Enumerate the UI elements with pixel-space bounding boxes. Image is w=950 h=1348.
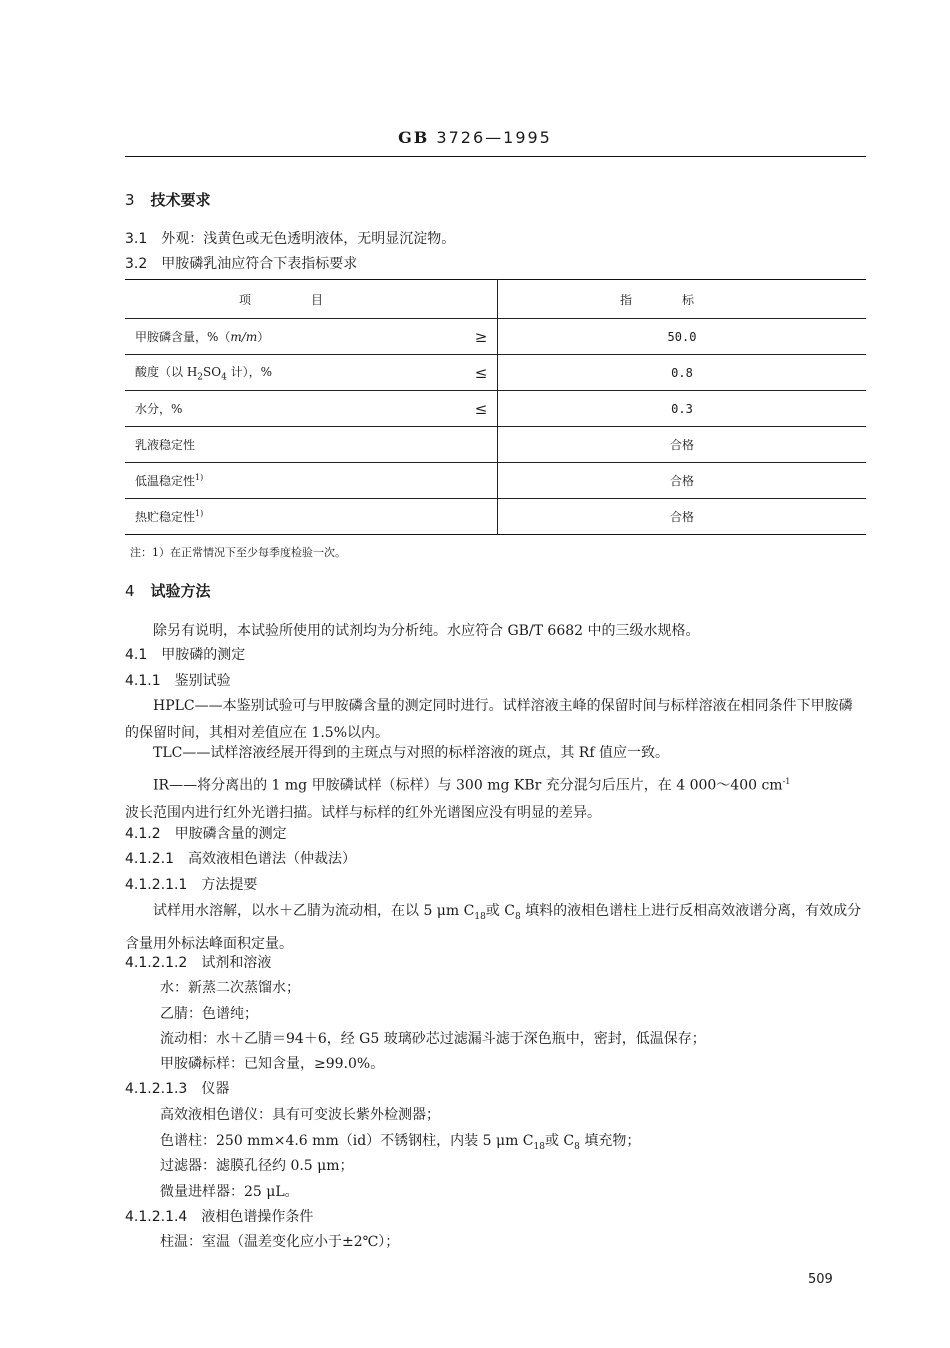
clause-number: 3.2	[125, 256, 148, 272]
item-text: 热贮稳定性	[135, 510, 196, 524]
superscript: -1	[782, 777, 791, 786]
row-operator: ≥	[465, 319, 498, 355]
row-value: 合格	[498, 427, 867, 463]
row-value: 0.8	[498, 355, 867, 391]
intro-paragraph: 除另有说明，本试验所使用的试剂均为分析纯。水应符合 GB/T 6682 中的三级水规格。	[153, 623, 700, 639]
table-row	[125, 319, 866, 355]
instrument-text: 色谱柱：250 mm×4.6 mm（id）不锈钢柱，内装 5 μm C	[160, 1133, 534, 1149]
subscript: 4	[221, 372, 227, 383]
reagent-item: 水：新蒸二次蒸馏水；	[160, 980, 300, 996]
reagent-item: 甲胺磷标样：已知含量，≥99.0%。	[160, 1056, 385, 1072]
ir-text-cont: 波长范围内进行红外光谱扫描。试样与标样的红外光谱图应没有明显的差异。	[125, 804, 601, 821]
header-number: 3726—1995	[436, 128, 552, 147]
row-value: 合格	[498, 499, 867, 535]
row-item: 水分，%	[125, 391, 465, 427]
row-operator	[465, 463, 498, 499]
clause-text: 高效液相色谱法（仲裁法）	[187, 851, 356, 867]
footnote-mark: 1)	[195, 473, 204, 482]
header-item: 项目	[125, 280, 498, 319]
table-row	[125, 427, 866, 463]
clause-number: 4.1	[125, 647, 148, 663]
subscript: 2	[197, 372, 204, 383]
row-value: 合格	[498, 463, 867, 499]
table-row	[125, 391, 866, 427]
instrument-item: 高效液相色谱仪：具有可变波长紫外检测器；	[160, 1107, 440, 1123]
row-operator: ≤	[465, 355, 498, 391]
method-text-end: 填料的液相色谱柱上进行反相高效液谱分离，有效成分含量用外标法峰面积定量。	[125, 903, 862, 952]
footnote-mark: 1)	[195, 509, 204, 518]
header-prefix: GB	[398, 128, 430, 147]
subscript: 8	[514, 911, 521, 922]
clause-number: 3.1	[125, 231, 148, 247]
clause-text: 液相色谱操作条件	[201, 1209, 314, 1225]
item-text: 甲胺磷含量，%（	[135, 330, 231, 344]
clause-number: 4.1.2.1.1	[125, 877, 188, 893]
clause-text: 仪器	[201, 1081, 230, 1097]
method-paragraph	[125, 898, 866, 958]
clause-4-1-2-1	[125, 848, 356, 868]
item-unit: m/m	[230, 330, 258, 344]
subscript: 18	[533, 1141, 545, 1152]
instrument-item: 微量进样器：25 μL。	[160, 1184, 299, 1200]
clause-text: 甲胺磷的测定	[161, 647, 246, 663]
clause-4-1-2-1-4	[125, 1206, 313, 1226]
row-operator	[465, 427, 498, 463]
clause-3-2	[125, 253, 357, 273]
instrument-item: 过滤器：滤膜孔径约 0.5 μm；	[160, 1158, 354, 1174]
clause-text: 甲胺磷含量的测定	[174, 826, 287, 842]
section-title: 试验方法	[150, 582, 211, 600]
clause-number: 4.1.2.1	[125, 851, 174, 867]
header-rule	[125, 156, 866, 157]
row-operator: ≤	[465, 391, 498, 427]
row-item: 乳液稳定性	[125, 427, 465, 463]
clause-number: 4.1.2	[125, 826, 161, 842]
row-item	[125, 355, 465, 391]
instrument-item	[160, 1130, 640, 1152]
table-row	[125, 463, 866, 499]
clause-number: 4.1.2.1.3	[125, 1081, 188, 1097]
clause-4-1-2-1-2	[125, 952, 271, 972]
clause-number: 4.1.2.1.2	[125, 955, 188, 971]
row-item	[125, 319, 465, 355]
ir-text: IR——将分离出的 1 mg 甲胺磷试样（标样）与 300 mg KBr 充分混匀后压片，在 4 000～400 cm	[153, 777, 783, 794]
item-text-mid: SO	[203, 364, 222, 379]
header-index: 指标	[498, 280, 867, 319]
clause-4-1-2-1-3	[125, 1078, 229, 1098]
section-number: 3	[125, 191, 135, 209]
method-text-mid: 或 C	[485, 903, 515, 919]
clause-text: 鉴别试验	[174, 673, 231, 689]
subscript: 8	[574, 1141, 580, 1152]
clause-4-1-2	[125, 823, 287, 843]
standard-header	[0, 128, 950, 147]
item-text-end: 计），%	[226, 364, 273, 379]
reagent-item: 流动相：水＋乙腈＝94＋6，经 G5 玻璃砂芯过滤漏斗滤于深色瓶中，密封，低温保存；	[160, 1031, 706, 1047]
row-item	[125, 499, 465, 535]
row-item	[125, 463, 465, 499]
section-number: 4	[125, 582, 135, 600]
row-value: 0.3	[498, 391, 867, 427]
method-text: 试样用水溶解，以水＋乙腈为流动相，在以 5 μm C	[153, 903, 475, 919]
clause-number: 4.1.1	[125, 673, 161, 689]
item-text: 酸度（以 H	[135, 364, 198, 379]
clause-text: 外观：浅黄色或无色透明液体，无明显沉淀物。	[161, 231, 456, 247]
ir-paragraph	[125, 768, 866, 827]
tlc-paragraph: TLC——试样溶液经展开得到的主斑点与对照的标样溶液的斑点，其 Rf 值应一致。	[153, 745, 669, 761]
item-text: 低温稳定性	[135, 474, 196, 488]
hplc-paragraph: HPLC——本鉴别试验可与甲胺磷含量的测定同时进行。试样溶液主峰的保留时间与标样溶液在相同条件下甲胺磷的保留时间，其相对差值应在 1.5%以内。	[125, 698, 853, 741]
specification-table	[125, 279, 866, 535]
reagent-item: 乙腈：色谱纯；	[160, 1006, 258, 1022]
clause-text: 试剂和溶液	[201, 955, 272, 971]
table-row	[125, 499, 866, 535]
section-3-heading	[125, 189, 211, 210]
instrument-text-end: 填充物；	[579, 1133, 641, 1149]
page-number: 509	[808, 1272, 833, 1287]
item-text-end: ）	[257, 330, 270, 344]
row-value: 50.0	[498, 319, 867, 355]
table-note: 注：1）在正常情况下至少每季度检验一次。	[130, 546, 346, 559]
instrument-text-mid: 或 C	[544, 1133, 575, 1149]
clause-4-1-2-1-1	[125, 874, 257, 894]
condition-item: 柱温：室温（温差变化应小于±2℃）；	[160, 1234, 400, 1250]
clause-3-1	[125, 228, 455, 248]
clause-4-1-1	[125, 670, 231, 690]
row-operator	[465, 499, 498, 535]
section-title: 技术要求	[150, 191, 211, 209]
clause-number: 4.1.2.1.4	[125, 1209, 188, 1225]
table-header-row	[125, 280, 866, 319]
subscript: 18	[474, 911, 486, 922]
table-row	[125, 355, 866, 391]
clause-4-1	[125, 644, 245, 664]
clause-text: 方法提要	[201, 877, 258, 893]
section-4-heading	[125, 580, 211, 601]
clause-text: 甲胺磷乳油应符合下表指标要求	[161, 256, 358, 272]
